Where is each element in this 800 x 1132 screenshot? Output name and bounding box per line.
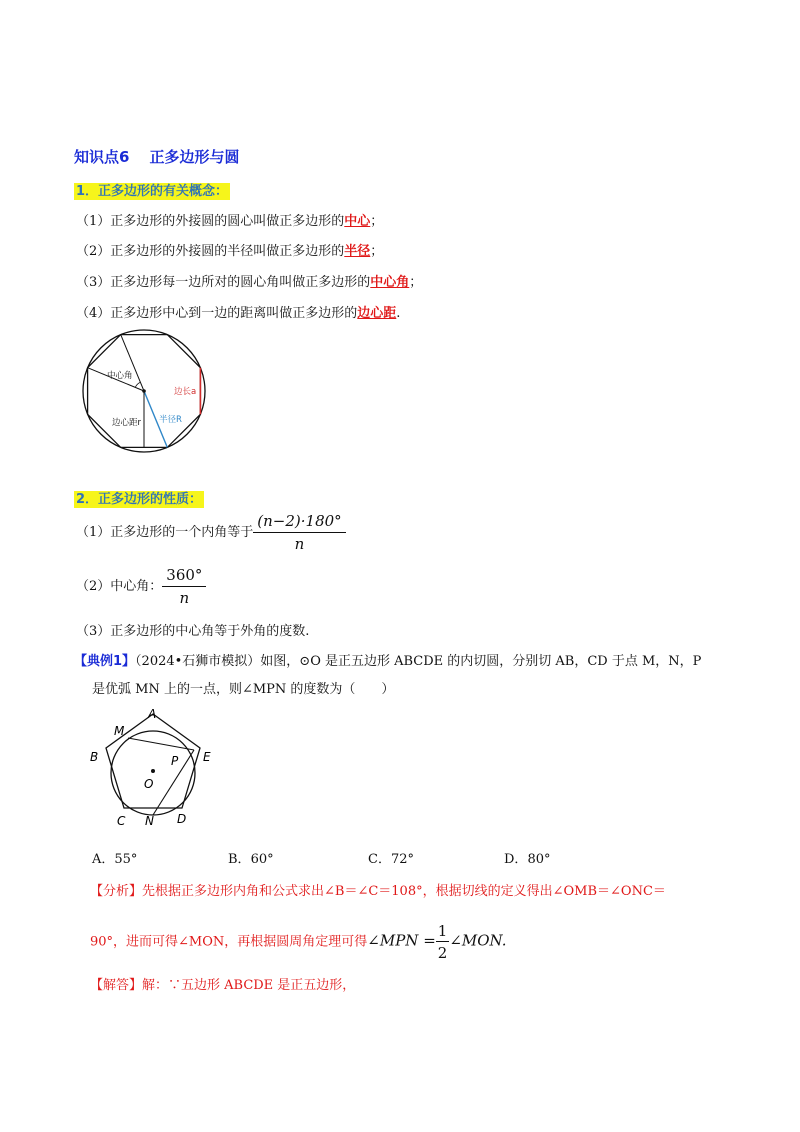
label-A: A	[148, 707, 157, 721]
fraction-numerator: (n−2)·180°	[253, 512, 345, 533]
half-fraction	[436, 922, 450, 962]
pentagon-figure	[86, 704, 221, 830]
center-O-dot	[151, 769, 155, 773]
option-value: 60°	[250, 852, 274, 867]
part1-item-1	[76, 210, 383, 229]
item-term: 中心	[344, 214, 371, 229]
option-c[interactable]	[368, 848, 414, 867]
analysis-text-2: 90°，进而可得∠MON，再根据圆周角定理可得	[90, 934, 368, 950]
item-suffix: ；	[409, 275, 423, 290]
answer-line	[90, 974, 355, 993]
part2-item-2	[76, 566, 206, 607]
formula-right: ∠MON.	[449, 931, 507, 950]
item-suffix: ；	[370, 244, 384, 259]
label-B: B	[90, 750, 99, 764]
item-prefix: （1）正多边形的外接圆的圆心叫做正多边形的	[76, 214, 345, 229]
option-letter: B．	[228, 852, 251, 867]
option-value: 55°	[114, 852, 138, 867]
label-C: C	[117, 814, 126, 828]
label-E: E	[203, 750, 211, 764]
fraction-denominator: n	[294, 535, 305, 553]
label-center-angle: 中心角	[107, 371, 133, 381]
item-suffix: ；	[370, 214, 384, 229]
item-prefix: （2）正多边形的外接圆的半径叫做正多边形的	[76, 244, 345, 259]
option-b[interactable]	[228, 848, 274, 867]
answer-text: 【解答】解：∵五边形 ABCDE 是正五边形，	[90, 978, 356, 993]
example-line-2	[92, 678, 394, 697]
part1-item-3	[76, 271, 422, 290]
item-text: （3）正多边形的中心角等于外角的度数.	[76, 624, 310, 639]
section-text: 正多边形与圆	[149, 148, 240, 166]
item-suffix: .	[396, 306, 401, 321]
part2-heading-text: 2．正多边形的性质：	[76, 492, 203, 507]
label-P: P	[171, 754, 179, 768]
analysis-line-1	[90, 880, 666, 899]
part1-heading-text: 1．正多边形的有关概念：	[76, 184, 229, 199]
fraction-denominator: n	[179, 589, 190, 607]
option-d[interactable]	[504, 848, 550, 867]
label-apothem: 边心距r	[112, 418, 141, 428]
part1-item-4	[76, 302, 400, 321]
fraction-denominator: 2	[437, 944, 448, 962]
label-N: N	[145, 814, 154, 828]
interior-angle-fraction	[253, 512, 345, 553]
option-value: 72°	[390, 852, 414, 867]
part2-item-1	[76, 512, 346, 553]
section-title	[74, 146, 239, 167]
label-M: M	[114, 724, 125, 738]
angle-arc	[135, 382, 140, 387]
option-letter: C．	[368, 852, 391, 867]
part2-item-3	[76, 620, 309, 639]
label-O: O	[144, 777, 154, 791]
item-term: 边心距	[357, 306, 397, 321]
label-D: D	[177, 812, 187, 826]
label-radius: 半径R	[159, 415, 182, 425]
item-prefix: （4）正多边形中心到一边的距离叫做正多边形的	[76, 306, 358, 321]
example-tag: 【典例1】	[74, 654, 136, 669]
example-text-1: （2024•石狮市模拟）如图，⊙O 是正五边形 ABCDE 的内切圆，分别切 AB，CD 于点 M，N，P	[135, 654, 702, 669]
option-letter: D．	[504, 852, 528, 867]
item-text: （1）正多边形的一个内角等于	[76, 525, 254, 540]
example-line-1	[74, 650, 701, 669]
analysis-text-1: 【分析】先根据正多边形内角和公式求出∠B＝∠C＝108°，根据切线的定义得出∠OMB＝∠ONC＝	[90, 884, 666, 899]
formula-left: ∠MPN =	[367, 931, 436, 950]
item-text: （2）中心角：	[76, 579, 163, 594]
item-term: 中心角	[370, 275, 410, 290]
center-dot	[142, 389, 146, 393]
octagon-figure	[80, 328, 210, 458]
central-angle-fraction	[162, 566, 206, 607]
item-term: 半径	[344, 244, 371, 259]
section-label: 知识点6	[74, 148, 130, 166]
analysis-line-2	[90, 922, 506, 962]
fraction-numerator: 1	[437, 922, 448, 940]
fraction-numerator: 360°	[162, 566, 206, 587]
option-a[interactable]	[92, 848, 137, 867]
part1-item-2	[76, 240, 383, 259]
option-value: 80°	[527, 852, 551, 867]
part2-heading	[74, 488, 204, 507]
option-letter: A．	[92, 852, 115, 867]
part1-heading	[74, 180, 230, 199]
example-text-2: 是优弧 MN 上的一点，则∠MPN 的度数为（ ）	[92, 682, 395, 697]
item-prefix: （3）正多边形每一边所对的圆心角叫做正多边形的	[76, 275, 371, 290]
label-side: 边长a	[174, 387, 197, 397]
